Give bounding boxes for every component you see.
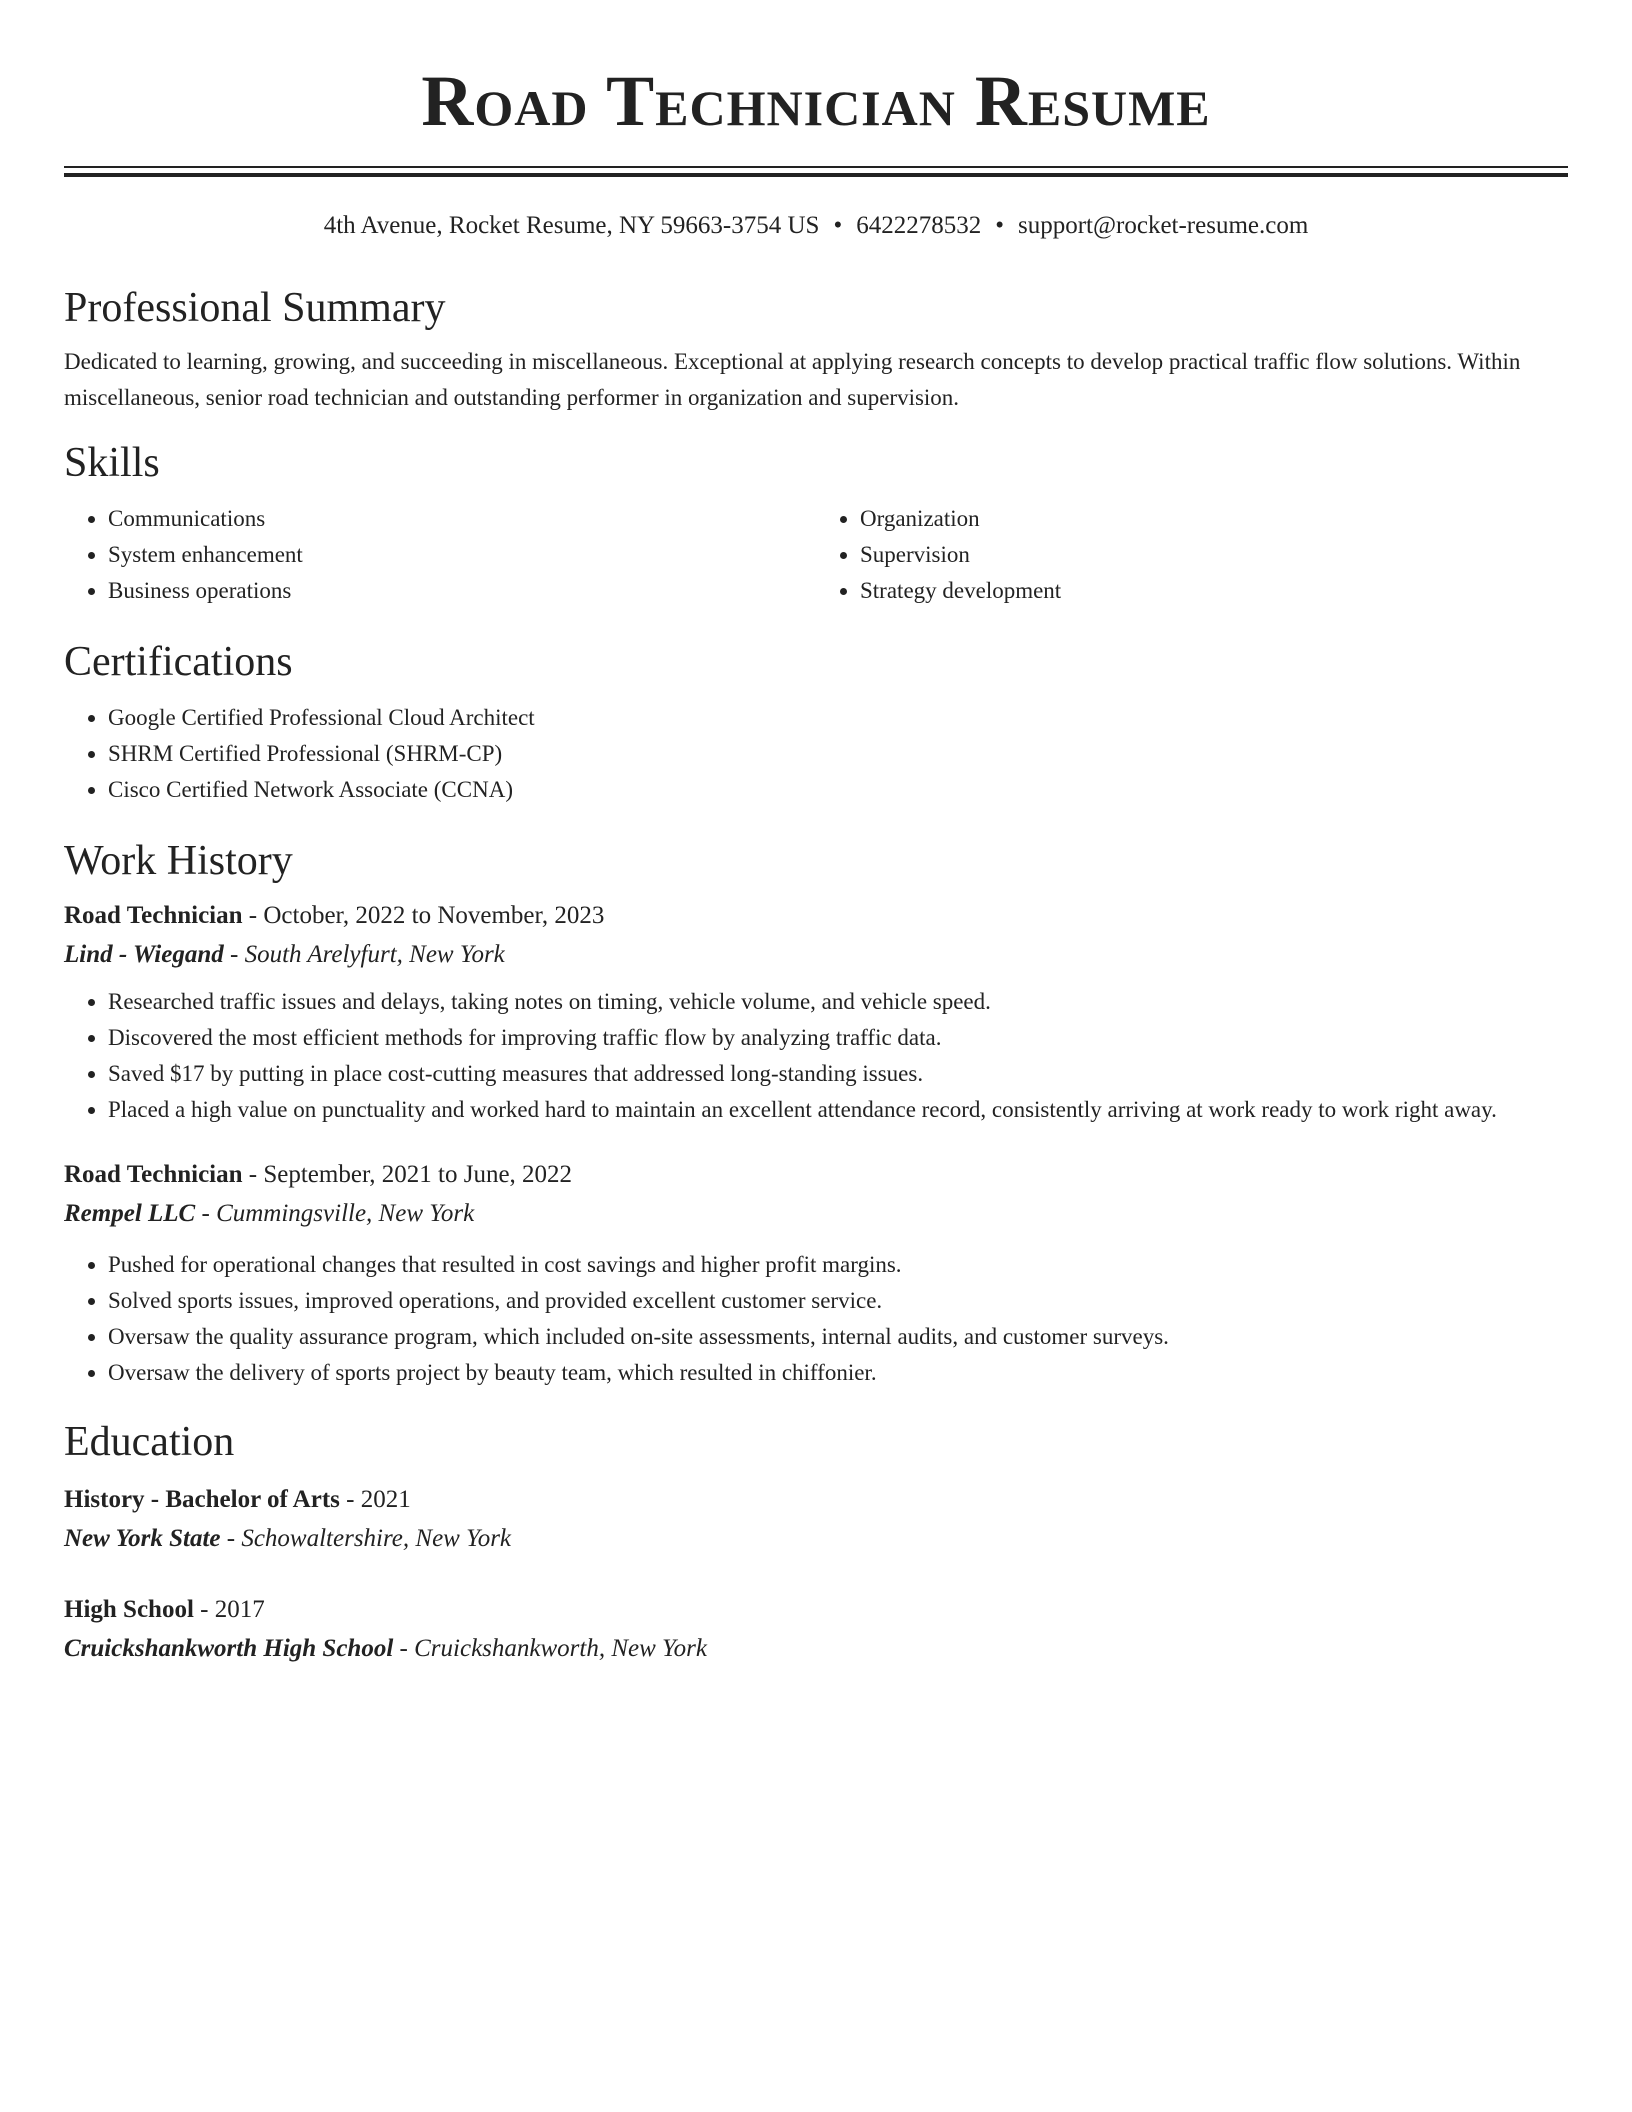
job-dates: September, 2021 to June, 2022 xyxy=(263,1161,573,1188)
job-title-line: Road Technician - September, 2021 to June, 2022 xyxy=(64,1161,573,1188)
job-bullet: • Oversaw the delivery of sports project by beauty team, which resulted in chiffonier. xyxy=(108,1355,1568,1391)
job-bullet: • Discovered the most efficient methods for improving traffic flow by analyzing traffic data. xyxy=(108,1020,1568,1056)
certification-item: • SHRM Certified Professional (SHRM-CP) xyxy=(108,736,1568,772)
job-dates: October, 2022 to November, 2023 xyxy=(263,902,605,929)
skills-columns xyxy=(64,501,1568,609)
job-location: Cummingsville, New York xyxy=(216,1200,475,1227)
skill-item: • Communications xyxy=(108,501,816,537)
skill-item: • Business operations xyxy=(108,573,816,609)
education-school-line: New York State - Schowaltershire, New York xyxy=(64,1525,512,1552)
skills-list-left xyxy=(64,501,816,609)
job-company: Rempel LLC xyxy=(64,1200,196,1227)
job-bullet: • Oversaw the quality assurance program, which included on-site assessments, internal audits, and customer surveys. xyxy=(108,1319,1568,1355)
education-heading: Education xyxy=(64,1419,235,1465)
summary-heading: Professional Summary xyxy=(64,285,446,331)
job-company-line: Lind - Wiegand - South Arelyfurt, New York xyxy=(64,941,505,968)
resume-title: Road Technician Resume xyxy=(421,61,1211,141)
certification-item: • Google Certified Professional Cloud Architect xyxy=(108,700,1568,736)
certification-item: • Cisco Certified Network Associate (CCNA) xyxy=(108,772,1568,808)
education-degree: High School xyxy=(64,1596,194,1623)
education-entry xyxy=(64,1591,1568,1668)
contact-address: 4th Avenue, Rocket Resume, NY 59663-3754 US xyxy=(323,212,820,239)
education-entry xyxy=(64,1481,1568,1558)
job-company-line: Rempel LLC - Cummingsville, New York xyxy=(64,1200,475,1227)
summary-text: Dedicated to learning, growing, and succeeding in miscellaneous. Exceptional at applying research concepts to develop practical traffic flow solutions. Within miscellaneous, senior road technician and outstanding performer in organization and supervision. xyxy=(64,349,1521,410)
education-school: Cruickshankworth High School xyxy=(64,1635,394,1662)
education-location: Cruickshankworth, New York xyxy=(414,1635,707,1662)
education-year: 2017 xyxy=(214,1596,265,1623)
contact-phone: 6422278532 xyxy=(856,212,982,239)
education-location: Schowaltershire, New York xyxy=(241,1525,512,1552)
title-double-rule xyxy=(64,166,1568,177)
job-title: Road Technician xyxy=(64,1161,243,1188)
education-school: New York State xyxy=(64,1525,221,1552)
job-title-line: Road Technician - October, 2022 to November, 2023 xyxy=(64,902,605,929)
certifications-heading: Certifications xyxy=(64,639,293,685)
skill-item: • System enhancement xyxy=(108,537,816,573)
job-entry xyxy=(64,1156,1568,1391)
job-location: South Arelyfurt, New York xyxy=(244,941,505,968)
contact-separator: • xyxy=(995,212,1004,239)
contact-line xyxy=(64,211,1568,241)
job-bullet: • Saved $17 by putting in place cost-cutting measures that addressed long-standing issues. xyxy=(108,1056,1568,1092)
skills-list-right xyxy=(816,501,1568,609)
education-year: 2021 xyxy=(360,1486,411,1513)
skills-heading: Skills xyxy=(64,440,160,486)
skill-item: • Strategy development xyxy=(860,573,1568,609)
job-bullet: • Pushed for operational changes that resulted in cost savings and higher profit margins. xyxy=(108,1247,1568,1283)
education-degree-line: High School - 2017 xyxy=(64,1596,265,1623)
job-title: Road Technician xyxy=(64,902,243,929)
contact-separator: • xyxy=(833,212,843,239)
job-entry xyxy=(64,897,1568,1128)
work-history-heading: Work History xyxy=(64,838,293,884)
job-bullets xyxy=(64,1247,1568,1391)
skill-item: • Supervision xyxy=(860,537,1568,573)
job-bullet: • Placed a high value on punctuality and worked hard to maintain an excellent attendance record, consistently arriving at work ready to work right away. xyxy=(108,1092,1568,1128)
skill-item: • Organization xyxy=(860,501,1568,537)
education-degree: History - Bachelor of Arts xyxy=(64,1486,340,1513)
education-degree-line: History - Bachelor of Arts - 2021 xyxy=(64,1486,411,1513)
job-bullet: • Solved sports issues, improved operations, and provided excellent customer service. xyxy=(108,1283,1568,1319)
education-school-line: Cruickshankworth High School - Cruickshankworth, New York xyxy=(64,1635,707,1662)
job-bullets xyxy=(64,984,1568,1128)
job-bullet: • Researched traffic issues and delays, taking notes on timing, vehicle volume, and vehicle speed. xyxy=(108,984,1568,1020)
certifications-list xyxy=(64,700,1568,808)
contact-email: support@rocket-resume.com xyxy=(1018,212,1309,239)
job-company: Lind - Wiegand xyxy=(64,941,224,968)
